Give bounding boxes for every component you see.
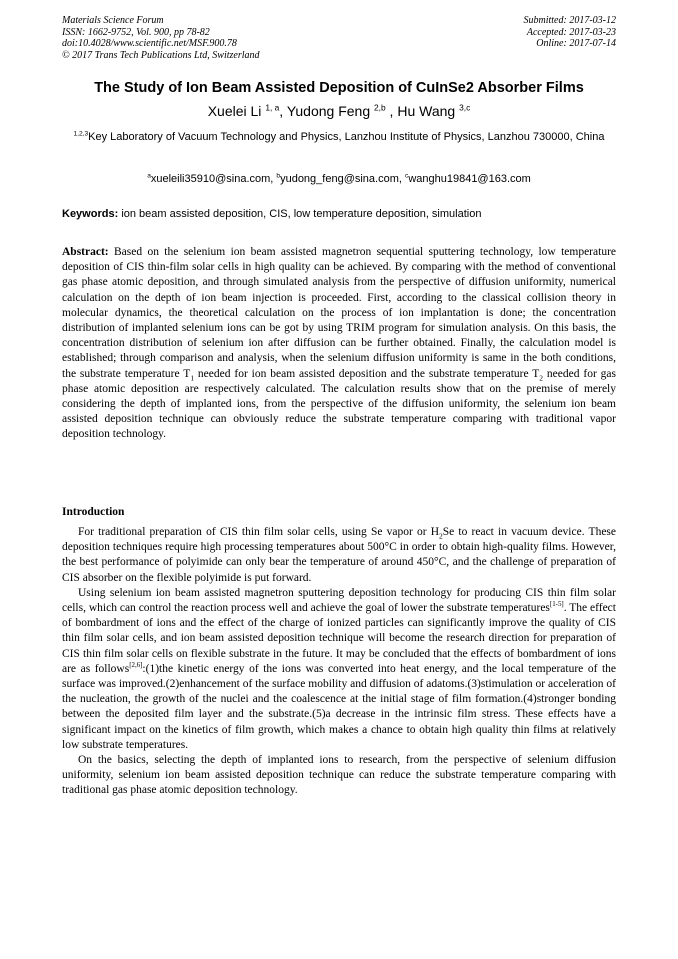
- journal-issn: ISSN: 1662-9752, Vol. 900, pp 78-82: [62, 26, 210, 38]
- author-name: Yudong Feng: [286, 103, 371, 119]
- abstract-text: Based on the selenium ion beam assisted magnetron sequential sputtering technology, low temperature deposition of CIS thin-film solar cells in high quality can be achieved. By comparing with the method of conventional gas phase atomic deposition, and through simulated analysis from the perspective of diffusion uniformity, numerical calculation on the depth of ion beam injection is proceeded. First, according to the classical collision theory in molecular dynamics, the theoretical calculation on the process of ion implantation is done; the concentration distribution of implanted selenium ions can be got by using TRIM program for simulation analysis. On this basis, the concentration distribution of selenium ion after diffusion can be further obtained. Finally, the calculation model is established; through comparison and analysis, when the selenium diffusion uniformity is same in the both conditions, the substrate temperature T: [62, 246, 616, 380]
- citation-ref[interactable]: [2,6]: [129, 662, 143, 669]
- introduction-body: [62, 525, 616, 799]
- email-superscript: c: [405, 172, 409, 180]
- online-date: Online: 2017-07-14: [536, 38, 616, 49]
- email-list: $^a$xueleili35910@sina.com, $^b$yudong_feng@sina.com, $^c$wanghu19841@163.com: [147, 172, 531, 185]
- author-name: Xuelei Li: [207, 103, 262, 119]
- paragraph: [62, 525, 616, 586]
- affiliation-superscript: 1,2,3: [73, 130, 89, 138]
- publication-dates: [524, 15, 617, 50]
- paragraph: [62, 753, 616, 799]
- email-link[interactable]: xueleili35910@sina.com: [150, 173, 271, 185]
- section-heading-introduction: Introduction: [62, 506, 125, 518]
- abstract: [62, 245, 616, 443]
- abstract-text: needed for ion beam assisted deposition and the substrate temperature T: [194, 367, 540, 380]
- author-name: Hu Wang: [397, 103, 456, 119]
- accepted-date: Accepted: 2017-03-23: [526, 26, 616, 38]
- paragraph-text: Using selenium ion beam assisted magnetron sputtering deposition technology for producing CIS thin film solar cells, which can control the reaction process well and achieve the goal of lower the substrate temperatures: [62, 586, 616, 615]
- author-superscript: 3,c: [459, 102, 471, 113]
- subscript: 2: [439, 531, 443, 541]
- affiliation-text: Key Laboratory of Vacuum Technology and Physics, Lanzhou Institute of Physics, Lanzhou 730000, China: [88, 131, 605, 143]
- affiliation: [72, 130, 606, 145]
- keywords-label: Keywords:: [62, 208, 119, 220]
- author-superscript: 1, a: [265, 102, 280, 113]
- paragraph: [62, 586, 616, 753]
- subscript: 1: [190, 372, 195, 382]
- keywords-text: ion beam assisted deposition, CIS, low temperature deposition, simulation: [121, 208, 482, 220]
- email-link[interactable]: yudong_feng@sina.com: [280, 173, 399, 185]
- subscript: 2: [539, 372, 544, 382]
- abstract-label: Abstract:: [62, 246, 109, 258]
- journal-copyright: © 2017 Trans Tech Publications Ltd, Switzerland: [62, 49, 260, 61]
- abstract-text: needed for gas phase atomic deposition are respectively calculated. The calculation results show that on the premise of merely considering the depth of implanted ions, from the perspective of the diffusion uniformity, the selenium ion beam assisted deposition technique can obviously reduce the substrate temperature comparing with traditional vapor deposition technology.: [62, 367, 616, 441]
- email-superscript: b: [276, 172, 281, 180]
- email-superscript: a: [147, 172, 151, 180]
- author-list: Xuelei Li $^{1, a}$, Yudong Feng $^{2,b}$ , Hu Wang $^{3,c}$: [207, 102, 471, 119]
- keywords: [62, 208, 616, 220]
- citation-ref[interactable]: [1-5]: [549, 601, 564, 609]
- email-link[interactable]: wanghu19841@163.com: [408, 173, 531, 185]
- paragraph-text: For traditional preparation of CIS thin film solar cells, using Se vapor or H: [78, 526, 440, 538]
- submitted-date: Submitted: 2017-03-12: [523, 15, 616, 26]
- journal-name: Materials Science Forum: [62, 15, 164, 26]
- paper-title: The Study of Ion Beam Assisted Deposition of CuInSe2 Absorber Films: [94, 80, 584, 96]
- paragraph-text: . The effect of bombardment of ions and the effect of the charge of ionized particles can significantly improve the quality of CIS thin film solar cells, and ion beam assisted deposition technique will become the research direction for preparation of CIS thin film solar cells on flexible substrate in the future. It may be concluded that the effects of bombardment of ions are as follows: [62, 602, 616, 675]
- paragraph-text: :(1)the kinetic energy of the ions was converted into heat energy, and the local temperature of the surface was improved.(2)enhancement of the surface mobility and diffusion of adatoms.(3)stimulation or acceleration of the nucleation, the growth of the nuclei and the coalescence at the initial stage of film formation.(4)stronger bonding between the deposited film layer and the substrate.(5)a decrease in the intrinsic film stress. These effects have a significant impact on the kinetics of film growth, which makes a chance to obtain high quality thin films at relatively low substrate temperatures.: [62, 662, 617, 751]
- journal-doi: doi:10.4028/www.scientific.net/MSF.900.78: [62, 38, 237, 49]
- paragraph-text: Se to react in vacuum device. These deposition techniques require high processing temperatures about 500°C in order to obtain high-quality films. However, the best performance of polyimide can only bear the temperature of around 450°C, and the challenge of preparation of CIS absorber on the flexible polyimide is put forward.: [62, 526, 616, 584]
- author-superscript: 2,b: [374, 102, 386, 113]
- paragraph-text: On the basics, selecting the depth of implanted ions to research, from the perspective of selenium diffusion uniformity, selenium ion beam assisted deposition technique can reduce the substrate temperature comparing with traditional gas phase atomic deposition technology.: [62, 754, 616, 797]
- journal-info: [62, 15, 260, 61]
